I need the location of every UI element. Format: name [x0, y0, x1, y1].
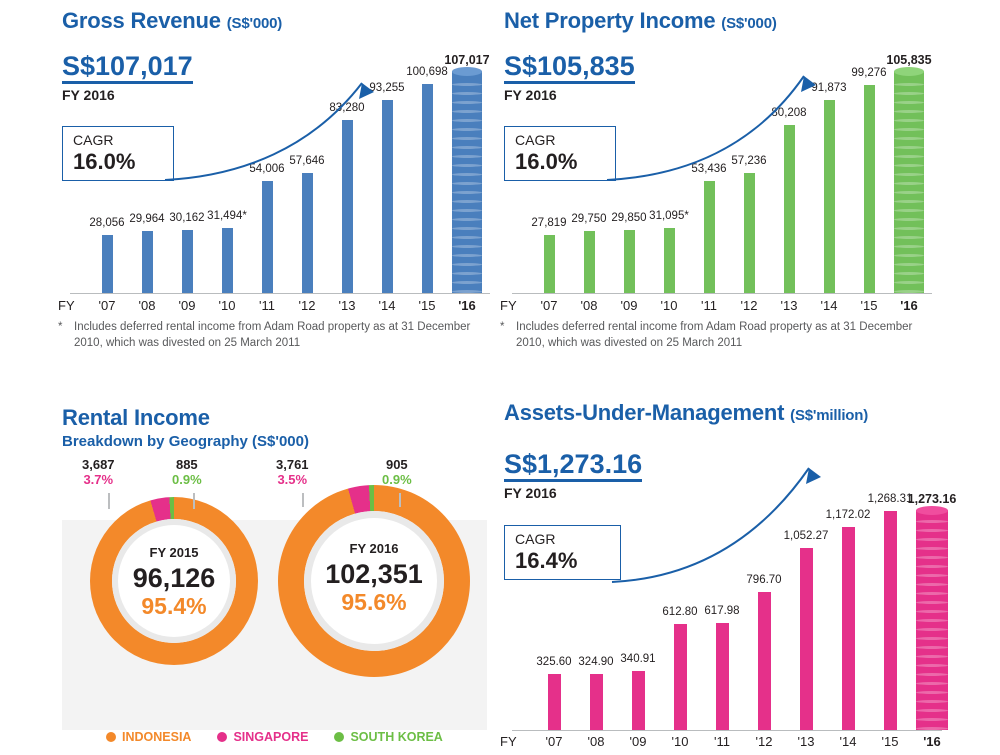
net-property-income-panel — [500, 8, 934, 368]
legend-item — [217, 730, 308, 744]
x-axis-label: '15 — [881, 734, 899, 749]
x-axis-label: '10 — [671, 734, 689, 749]
gross-revenue-cagr-value: 16.0% — [73, 148, 136, 174]
rental-income-subtitle: Breakdown by Geography (S$'000) — [62, 433, 309, 450]
rental-income-fy2015-center — [90, 545, 258, 619]
x-axis-label: '10 — [660, 298, 678, 313]
gross-revenue-footnote — [58, 320, 488, 351]
bar-value-label: 340.91 — [620, 653, 656, 665]
gross-revenue-title-text: Gross Revenue — [62, 8, 221, 33]
aum-fy-label: FY — [500, 734, 517, 749]
gross-revenue-unit: (S$'000) — [226, 15, 283, 32]
x-axis-label: '14 — [820, 298, 838, 313]
aum-trend-arrow — [504, 400, 944, 740]
bar-value-label: 29,850 — [611, 212, 647, 224]
rental-income-fy2016-center — [278, 541, 470, 615]
gross-revenue-fy-label: FY — [58, 298, 75, 313]
net-property-income-headline-sub: FY 2016 — [504, 87, 557, 104]
gross-revenue-footnote-star: * — [58, 321, 63, 333]
bar-value-label: 99,276 — [851, 67, 887, 79]
net-property-income-fy-label: FY — [500, 298, 517, 313]
fy2015-singapore-value: 3,687 — [82, 457, 115, 472]
gross-revenue-cagr-label: CAGR — [73, 132, 114, 148]
rental-income-fy2016-value: 102,351 — [325, 559, 423, 589]
rental-income-legend — [106, 730, 443, 744]
x-axis-label: '13 — [797, 734, 815, 749]
fy2016-southkorea-value: 905 — [385, 457, 408, 472]
rental-income-fy2015-value: 96,126 — [132, 563, 216, 593]
fy2016-singapore-leader — [302, 493, 304, 507]
rental-income-fy2015-pct: 95.4% — [141, 592, 207, 619]
bar-value-label: 27,819 — [531, 217, 567, 229]
x-axis-label: '10 — [218, 298, 236, 313]
x-axis-label: '12 — [740, 298, 758, 313]
legend-color-dot — [106, 732, 116, 742]
x-axis-label: '14 — [378, 298, 396, 313]
aum-panel — [500, 400, 957, 750]
x-axis-label: '14 — [839, 734, 857, 749]
bar-value-label: 1,052.27 — [783, 530, 829, 542]
bar-value-label: 107,017 — [444, 53, 490, 67]
x-axis-label: '07 — [98, 298, 116, 313]
x-axis-label: '15 — [860, 298, 878, 313]
aum-title-text: Assets-Under-Management — [504, 400, 785, 425]
bar-value-label: 796.70 — [746, 574, 782, 586]
bar-value-label: 1,273.16 — [907, 492, 957, 506]
rental-income-fy2015-label: FY 2015 — [149, 545, 199, 560]
rental-income-fy2016-singapore-callout — [276, 457, 309, 487]
x-axis-label: '12 — [298, 298, 316, 313]
legend-color-dot — [334, 732, 344, 742]
bar-value-label: 612.80 — [662, 606, 698, 618]
fy2015-southkorea-leader — [193, 493, 195, 509]
gross-revenue-trend-arrow — [62, 8, 492, 308]
bar-value-label: 31,095* — [649, 210, 689, 222]
bar-value-label: 57,646 — [289, 155, 325, 167]
aum-headline: S$1,273.16 — [504, 450, 642, 482]
x-axis-label: '09 — [178, 298, 196, 313]
rental-income-title: Rental Income — [62, 405, 210, 430]
legend-label: INDONESIA — [122, 730, 192, 744]
net-property-income-unit: (S$'000) — [721, 15, 777, 32]
rental-income-fy2016-pct: 95.6% — [341, 588, 407, 615]
bar-value-label: 29,964 — [129, 213, 165, 225]
x-axis-label: '09 — [620, 298, 638, 313]
rental-income-donut-fy2015 — [90, 497, 258, 665]
bar-value-label: 105,835 — [886, 53, 932, 67]
bar-value-label: 28,056 — [89, 217, 125, 229]
x-axis-label: '12 — [755, 734, 773, 749]
rental-income-fy2016-southkorea-callout — [382, 457, 412, 487]
legend-item — [334, 730, 442, 744]
legend-item — [106, 730, 191, 744]
x-axis-label: '08 — [587, 734, 605, 749]
aum-cagr-value: 16.4% — [515, 547, 578, 573]
legend-label: SOUTH KOREA — [350, 730, 443, 744]
x-axis-label: '08 — [580, 298, 598, 313]
x-axis-label: '15 — [418, 298, 436, 313]
x-axis-label: '11 — [701, 298, 717, 313]
rental-income-fy2015-southkorea-callout — [172, 457, 202, 487]
bar-value-label: 57,236 — [731, 155, 767, 167]
net-property-income-cagr-label: CAGR — [515, 132, 556, 148]
x-axis-label: '16 — [923, 734, 941, 749]
net-property-income-footnote-star: * — [500, 321, 505, 333]
aum-cagr-label: CAGR — [515, 531, 556, 547]
net-property-income-footnote-text: Includes deferred rental income from Adam Road property as at 31 December 2010, which was divested on 25 March 2011 — [516, 321, 913, 349]
gross-revenue-headline-sub: FY 2016 — [62, 87, 115, 104]
fy2015-singapore-pct: 3.7% — [83, 472, 114, 487]
x-axis-label: '09 — [629, 734, 647, 749]
bar-value-label: 1,268.31 — [867, 493, 913, 505]
x-axis-label: '16 — [458, 298, 476, 313]
x-axis-label: '16 — [900, 298, 918, 313]
bar-value-label: 325.60 — [536, 656, 572, 668]
bar-value-label: 54,006 — [249, 163, 285, 175]
fy2015-southkorea-value: 885 — [175, 457, 198, 472]
bar-value-label: 30,162 — [169, 212, 205, 224]
fy2016-singapore-value: 3,761 — [276, 457, 309, 472]
x-axis-label: '11 — [259, 298, 275, 313]
bar-value-label: 31,494* — [207, 210, 247, 222]
rental-income-fy2016-label: FY 2016 — [349, 541, 399, 556]
rental-income-donut-fy2016 — [278, 485, 470, 677]
gross-revenue-panel — [58, 8, 492, 368]
net-property-income-cagr-value: 16.0% — [515, 148, 578, 174]
x-axis-label: '13 — [780, 298, 798, 313]
fy2016-southkorea-pct: 0.9% — [382, 472, 412, 487]
bar-value-label: 100,698 — [406, 66, 448, 78]
bar-value-label: 617.98 — [704, 605, 740, 617]
fy2016-southkorea-leader — [399, 493, 401, 507]
net-property-income-title-text: Net Property Income — [504, 8, 716, 33]
fy2015-southkorea-pct: 0.9% — [172, 472, 202, 487]
x-axis-label: '07 — [545, 734, 563, 749]
bar-value-label: 1,172.02 — [825, 509, 871, 521]
aum-unit: (S$'million) — [790, 407, 869, 424]
gross-revenue-headline: S$107,017 — [62, 52, 193, 84]
gross-revenue-footnote-text: Includes deferred rental income from Adam Road property as at 31 December 2010, which was divested on 25 March 2011 — [74, 321, 471, 349]
aum-headline-sub: FY 2016 — [504, 485, 557, 502]
rental-income-fy2015-singapore-callout — [82, 457, 115, 487]
x-axis-label: '08 — [138, 298, 156, 313]
legend-label: SINGAPORE — [233, 730, 309, 744]
rental-income-panel — [62, 405, 492, 750]
bar-value-label: 91,873 — [811, 82, 847, 94]
x-axis-label: '07 — [540, 298, 558, 313]
bar-value-label: 93,255 — [369, 82, 405, 94]
legend-color-dot — [217, 732, 227, 742]
x-axis-label: '13 — [338, 298, 356, 313]
bar-value-label: 324.90 — [578, 656, 614, 668]
bar-value-label: 83,280 — [329, 102, 365, 114]
net-property-income-headline: S$105,835 — [504, 52, 635, 84]
fy2015-singapore-leader — [108, 493, 110, 509]
bar-value-label: 29,750 — [571, 213, 607, 225]
x-axis-label: '11 — [714, 734, 730, 749]
net-property-income-trend-arrow — [504, 8, 934, 308]
fy2016-singapore-pct: 3.5% — [277, 472, 308, 487]
bar-value-label: 53,436 — [691, 163, 727, 175]
net-property-income-footnote — [500, 320, 930, 351]
bar-value-label: 80,208 — [771, 107, 807, 119]
